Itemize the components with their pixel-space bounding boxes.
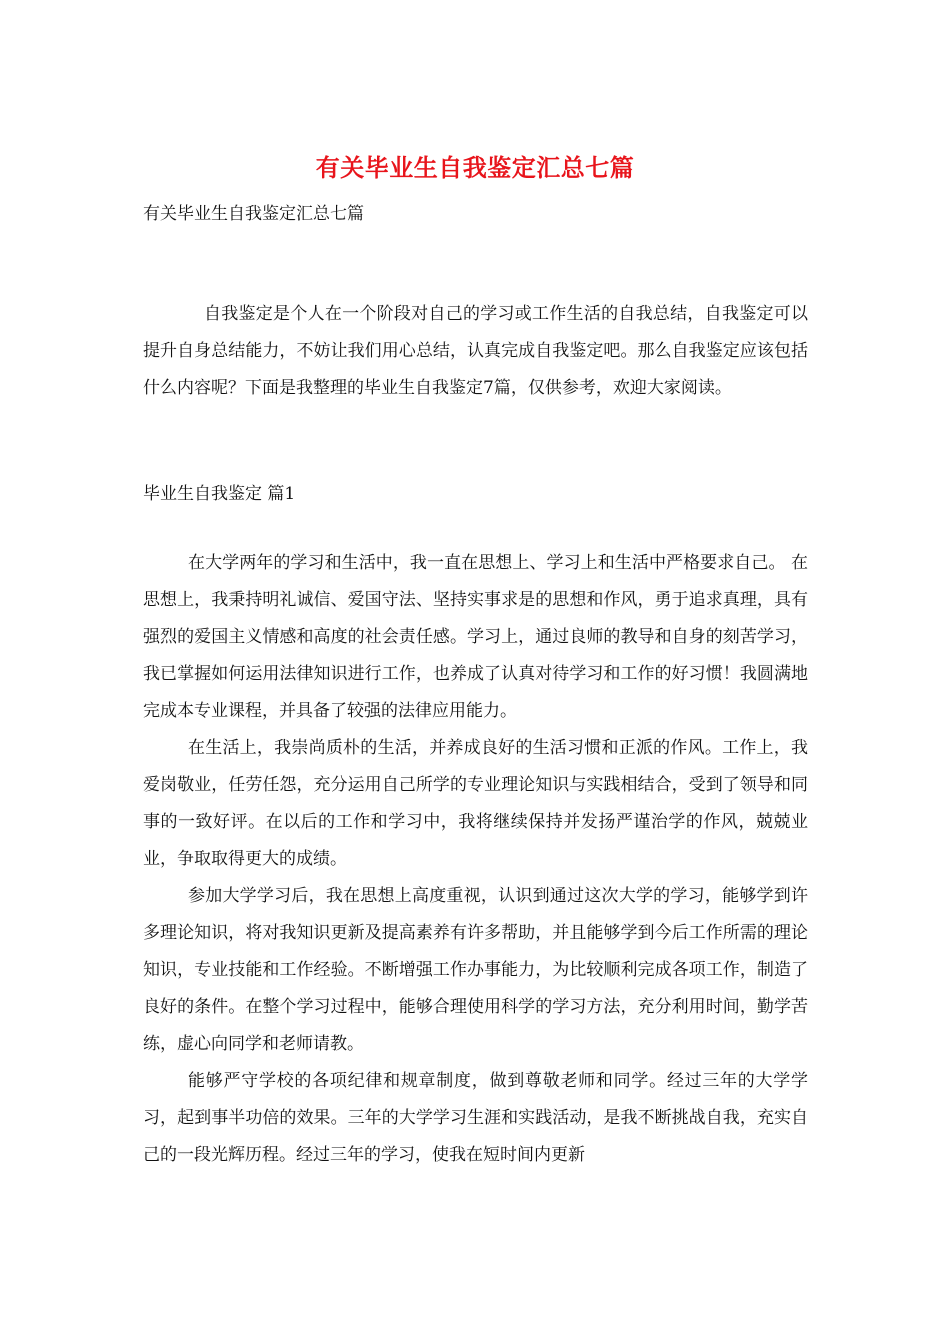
paragraph: 能够严守学校的各项纪律和规章制度，做到尊敬老师和同学。经过三年的大学学习，起到事半功倍的效果。三年的大学学习生涯和实践活动，是我不断挑战自我，充实自己的一段光辉历程。经过三年的学习，使我在短时间内更新 <box>143 1071 808 1165</box>
intro-paragraph: 自我鉴定是个人在一个阶段对自己的学习或工作生活的自我总结，自我鉴定可以提升自身总结能力，不妨让我们用心总结，认真完成自我鉴定吧。那么自我鉴定应该包括什么内容呢？下面是我整理的毕业生自我鉴定7篇，仅供参考，欢迎大家阅读。 <box>143 304 808 398</box>
section-body <box>143 545 808 1174</box>
paragraph: 在大学两年的学习和生活中，我一直在思想上、学习上和生活中严格要求自己。 在思想上，我秉持明礼诚信、爱国守法、坚持实事求是的思想和作风，勇于追求真理，具有强烈的爱国主义情感和高度的社会责任感。学习上，通过良师的教导和自身的刻苦学习，我已掌握如何运用法律知识进行工作，也养成了认真对待学习和工作的好习惯！我圆满地完成本专业课程，并具备了较强的法律应用能力。 <box>143 553 808 721</box>
document-subtitle: 有关毕业生自我鉴定汇总七篇 <box>143 204 364 224</box>
document-title: 有关毕业生自我鉴定汇总七篇 <box>315 153 635 182</box>
section-heading: 毕业生自我鉴定 篇1 <box>143 484 296 504</box>
paragraph: 参加大学学习后，我在思想上高度重视，认识到通过这次大学的学习，能够学到许多理论知识，将对我知识更新及提高素养有许多帮助，并且能够学到今后工作所需的理论知识，专业技能和工作经验。不断增强工作办事能力，为比较顺利完成各项工作，制造了良好的条件。在整个学习过程中，能够合理使用科学的学习方法，充分利用时间，勤学苦练，虚心向同学和老师请教。 <box>143 886 808 1054</box>
paragraph: 在生活上，我崇尚质朴的生活，并养成良好的生活习惯和正派的作风。工作上，我爱岗敬业，任劳任怨，充分运用自己所学的专业理论知识与实践相结合，受到了领导和同事的一致好评。在以后的工作和学习中，我将继续保持并发扬严谨治学的作风，兢兢业业，争取取得更大的成绩。 <box>143 738 808 869</box>
